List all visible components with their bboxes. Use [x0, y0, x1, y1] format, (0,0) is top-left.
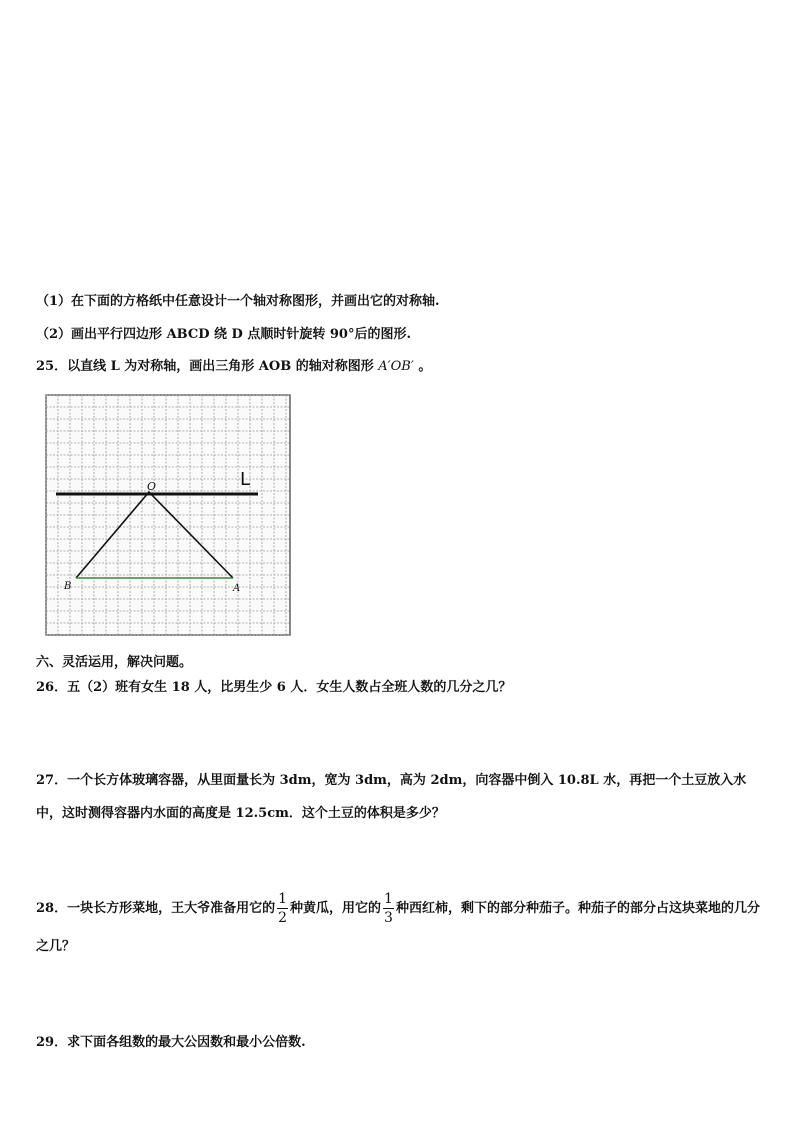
q26: 26．五（2）班有女生 18 人，比男生少 6 人．女生人数占全班人数的几分之几？: [36, 680, 512, 695]
q24-part2: （2）画出平行四边形 ABCD 绕 D 点顺时针旋转 90°后的图形.: [36, 327, 412, 342]
fraction-numerator: 1: [384, 891, 393, 907]
q24-part1: （1）在下面的方格纸中任意设计一个轴对称图形，并画出它的对称轴.: [36, 294, 440, 309]
axis-label-l: L: [240, 469, 251, 490]
q25-text: 25．以直线 L 为对称轴，画出三角形 AOB 的轴对称图形: [36, 359, 374, 374]
q28-text-c: 种西红柿，剩下的部分种茄子。种茄子的部分占这块菜地的几分之几？: [36, 901, 760, 954]
q27: 27．一个长方体玻璃容器，从里面量长为 3dm，宽为 3dm，高为 2dm，向容器中倒入 10.8L 水，再把一个土豆放入水中，这时测得容器内水面的高度是 12.5cm．这个土豆的体积是多少？: [36, 773, 747, 821]
q29: 29．求下面各组数的最大公因数和最小公倍数.: [36, 1035, 306, 1050]
q28-text-a: 28．一块长方形菜地，王大爷准备用它的: [36, 901, 276, 916]
point-b-label: B: [64, 581, 72, 592]
grid-figure: [44, 393, 292, 637]
q25-end: 。: [418, 359, 432, 374]
fraction-numerator: 1: [278, 891, 288, 907]
q28: [36, 890, 760, 966]
grid-figure-svg: [44, 393, 292, 637]
fraction-one-half: [277, 892, 288, 925]
q25-math: A′OB′: [378, 359, 414, 374]
fraction-denominator: 2: [278, 910, 288, 926]
q25-question: [36, 355, 431, 374]
fraction-denominator: 3: [384, 910, 393, 926]
fraction-one-third: [383, 892, 394, 925]
q28-text-b: 种黄瓜，用它的: [290, 901, 382, 916]
point-a-label: A: [233, 583, 241, 594]
section-six-heading: 六、灵活运用，解决问题。: [36, 655, 193, 670]
point-o-label: O: [147, 480, 157, 493]
